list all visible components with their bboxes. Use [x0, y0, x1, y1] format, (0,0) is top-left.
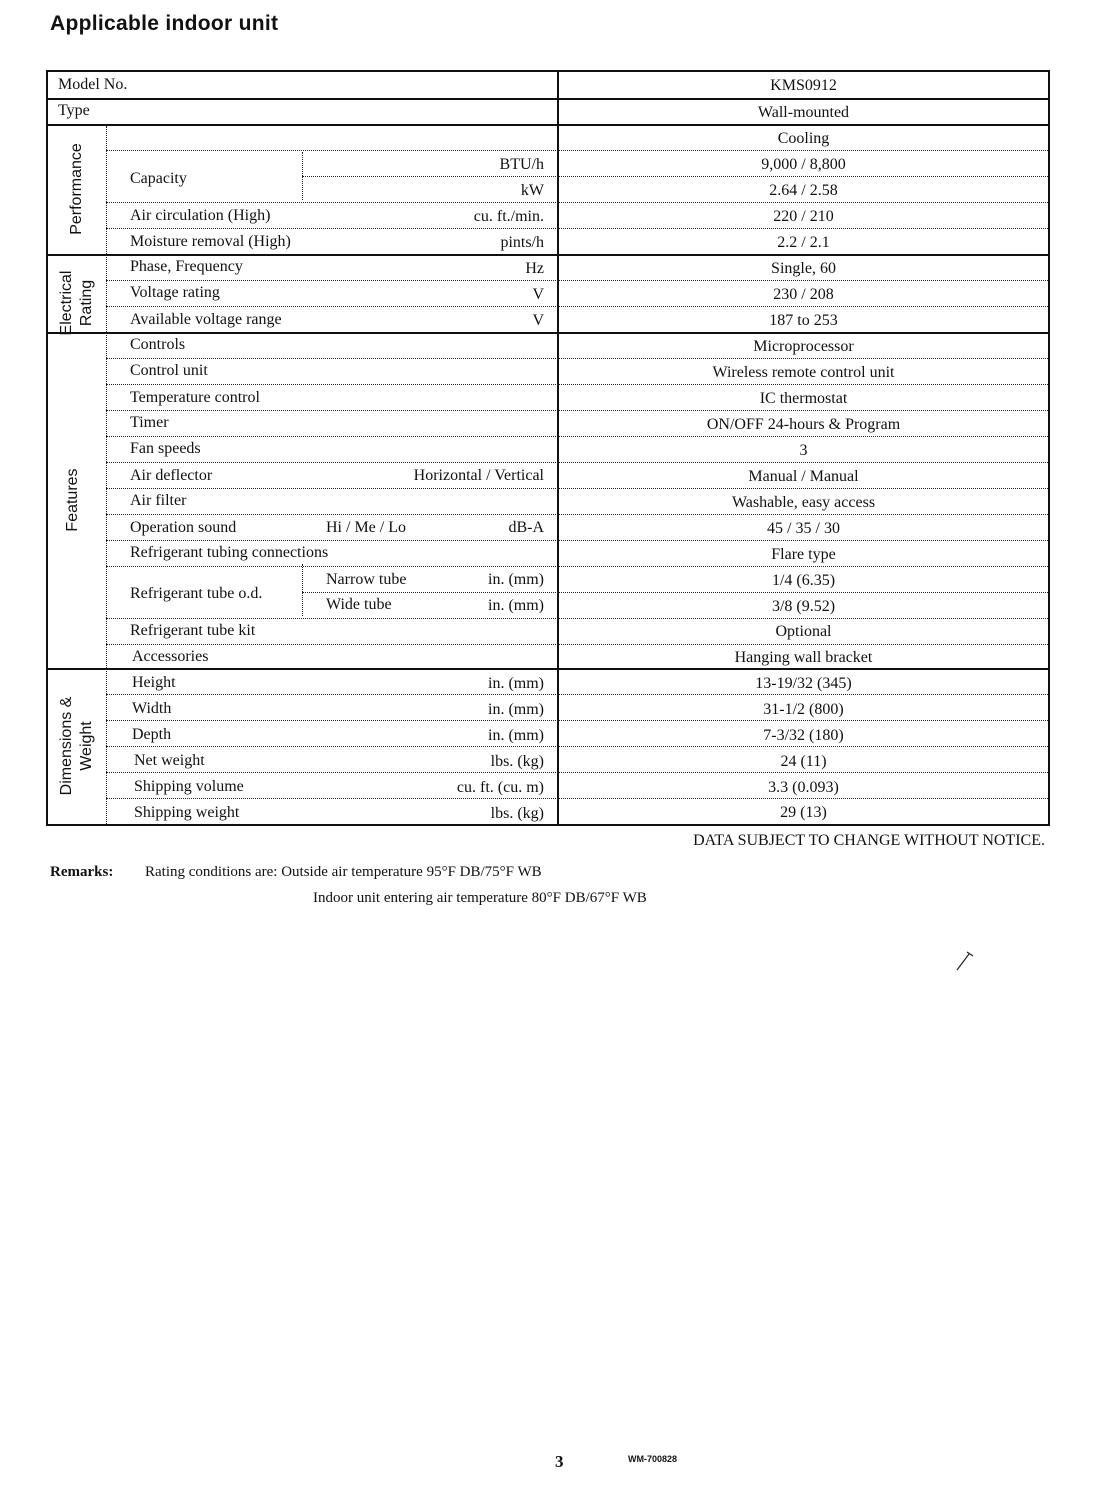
type-label: Type	[58, 102, 90, 119]
rule	[106, 566, 1048, 567]
shipping-weight-label: Shipping weight	[134, 804, 240, 821]
rule	[106, 720, 1048, 721]
tubing-value: Flare type	[771, 546, 836, 563]
narrow-tube-value: 1/4 (6.35)	[771, 572, 836, 589]
controls-label: Controls	[130, 336, 186, 353]
shipping-weight-value: 29 (13)	[780, 804, 827, 821]
rule	[48, 124, 1048, 126]
remarks-line-2: Indoor unit entering air temperature 80°F DB/67°F WB	[313, 890, 647, 906]
temp-control-value: IC thermostat	[759, 390, 848, 407]
tubing-label: Refrigerant tubing connections	[130, 544, 329, 561]
wide-tube-label: Wide tube	[326, 596, 392, 613]
air-circ-unit: cu. ft./min.	[473, 208, 544, 225]
tube-od-divider	[302, 564, 303, 616]
rule	[106, 384, 1048, 385]
page-number: 3	[555, 1452, 564, 1471]
sound-value: 45 / 35 / 30	[767, 520, 840, 537]
phase-unit: Hz	[525, 260, 544, 277]
rule	[106, 618, 1048, 619]
voltage-label: Voltage rating	[130, 284, 220, 301]
accessories-label: Accessories	[132, 648, 209, 665]
rule	[106, 306, 1048, 307]
rule	[106, 358, 1048, 359]
capacity-kw-value: 2.64 / 2.58	[769, 182, 838, 199]
temp-control-label: Temperature control	[130, 389, 260, 406]
phase-label: Phase, Frequency	[130, 258, 243, 275]
tube-kit-label: Refrigerant tube kit	[130, 622, 256, 639]
height-label: Height	[132, 674, 176, 691]
capacity-btu-value: 9,000 / 8,800	[761, 156, 846, 173]
remarks-line-1: Rating conditions are: Outside air temperature 95°F DB/75°F WB	[145, 864, 542, 880]
fan-speeds-label: Fan speeds	[130, 440, 201, 457]
voltage-value: 230 / 208	[773, 286, 834, 303]
rule	[106, 410, 1048, 411]
spec-table	[46, 70, 1050, 826]
range-value: 187 to 253	[769, 312, 838, 329]
rule	[106, 798, 1048, 799]
height-value: 13-19/32 (345)	[755, 675, 852, 692]
shipping-weight-unit: lbs. (kg)	[490, 805, 544, 822]
shipping-volume-label: Shipping volume	[134, 778, 244, 795]
group-label-dimensions-text: Dimensions & Weight	[58, 696, 95, 796]
depth-label: Depth	[132, 726, 172, 743]
accessories-value: Hanging wall bracket	[734, 649, 873, 666]
model-label: Model No.	[58, 76, 128, 93]
narrow-tube-unit: in. (mm)	[488, 571, 544, 588]
group-label-features: Features	[64, 468, 81, 532]
height-unit: in. (mm)	[488, 675, 544, 692]
narrow-tube-label: Narrow tube	[326, 571, 407, 588]
rule	[106, 644, 1048, 645]
wide-tube-unit: in. (mm)	[488, 597, 544, 614]
sound-unit: dB-A	[508, 519, 544, 536]
capacity-btu-unit: BTU/h	[499, 156, 544, 173]
air-deflector-label: Air deflector	[130, 467, 213, 484]
rule	[106, 772, 1048, 773]
width-value: 31-1/2 (800)	[763, 701, 844, 718]
width-label: Width	[132, 700, 172, 717]
depth-unit: in. (mm)	[488, 727, 544, 744]
model-value: KMS0912	[770, 77, 837, 94]
net-weight-value: 24 (11)	[780, 753, 827, 770]
air-circ-label: Air circulation (High)	[130, 207, 271, 224]
tube-od-label: Refrigerant tube o.d.	[130, 585, 263, 602]
net-weight-label: Net weight	[134, 752, 205, 769]
range-label: Available voltage range	[130, 311, 282, 328]
rule	[106, 746, 1048, 747]
capacity-label: Capacity	[130, 170, 187, 187]
control-unit-label: Control unit	[130, 362, 208, 379]
rule	[48, 98, 1048, 100]
data-notice: DATA SUBJECT TO CHANGE WITHOUT NOTICE.	[693, 832, 1045, 849]
capacity-kw-unit: kW	[520, 182, 544, 199]
rule	[106, 280, 1048, 281]
wide-tube-value: 3/8 (9.52)	[771, 598, 836, 615]
net-weight-unit: lbs. (kg)	[490, 753, 544, 770]
shipping-volume-value: 3.3 (0.093)	[768, 779, 839, 796]
width-unit: in. (mm)	[488, 701, 544, 718]
timer-label: Timer	[130, 414, 169, 431]
rule	[106, 436, 1048, 437]
rule	[106, 488, 1048, 489]
remarks-label: Remarks:	[50, 864, 114, 880]
fan-speeds-value: 3	[799, 442, 808, 459]
group-label-electrical	[57, 264, 97, 342]
group-label-performance: Performance	[68, 143, 85, 235]
air-circ-value: 220 / 210	[773, 208, 834, 225]
rule	[106, 514, 1048, 515]
page-title: Applicable indoor unit	[50, 12, 279, 35]
depth-value: 7-3/32 (180)	[763, 727, 844, 744]
group-label-electrical-text: Electrical Rating	[58, 270, 95, 336]
tube-kit-value: Optional	[775, 623, 832, 640]
cooling-label: Cooling	[777, 130, 830, 147]
air-deflector-value: Manual / Manual	[748, 468, 859, 485]
range-unit: V	[532, 312, 544, 329]
rule	[302, 592, 1048, 593]
control-unit-value: Wireless remote control unit	[712, 364, 895, 381]
rule	[106, 202, 1048, 203]
phase-value: Single, 60	[771, 260, 836, 277]
voltage-unit: V	[532, 286, 544, 303]
rule	[48, 668, 1048, 670]
pen-mark	[955, 948, 977, 972]
timer-value: ON/OFF 24-hours & Program	[706, 416, 901, 433]
sound-label: Operation sound	[130, 519, 237, 536]
rule	[106, 694, 1048, 695]
rule	[106, 150, 1048, 151]
air-filter-value: Washable, easy access	[731, 494, 876, 511]
rule	[48, 254, 1048, 256]
rule	[48, 332, 1048, 334]
type-value: Wall-mounted	[757, 104, 850, 121]
rule	[106, 462, 1048, 463]
moisture-value: 2.2 / 2.1	[777, 234, 830, 251]
air-filter-label: Air filter	[130, 492, 187, 509]
air-deflector-sub: Horizontal / Vertical	[413, 467, 544, 484]
moisture-unit: pints/h	[500, 234, 544, 251]
rule	[302, 176, 1048, 177]
document-id: WM-700828	[628, 1454, 678, 1464]
moisture-label: Moisture removal (High)	[130, 233, 291, 250]
rule	[106, 540, 1048, 541]
group-label-dimensions	[57, 681, 97, 811]
controls-value: Microprocessor	[753, 338, 854, 355]
sound-sub: Hi / Me / Lo	[326, 519, 406, 536]
rule	[106, 228, 1048, 229]
shipping-volume-unit: cu. ft. (cu. m)	[456, 779, 544, 796]
